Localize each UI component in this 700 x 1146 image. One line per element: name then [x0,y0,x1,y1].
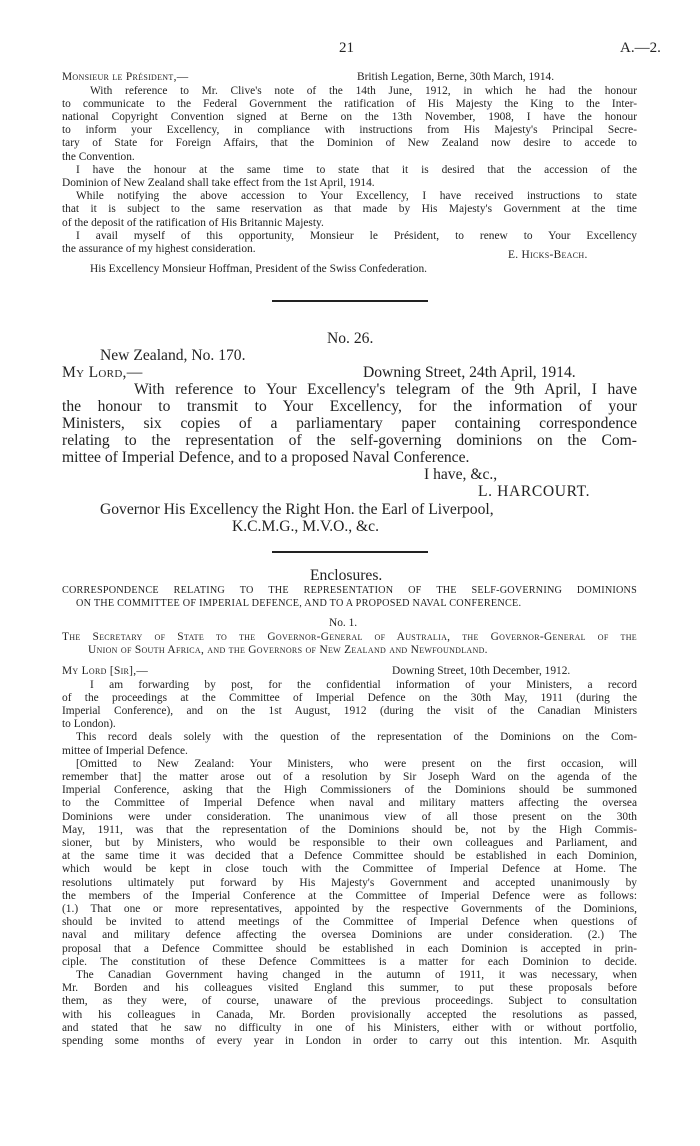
body-line: (1.) That one or more representatives, appointed by the respective Governments of the Dominions, [62,902,637,915]
body-line: Imperial Conference, asking that the High Commissioners of the Dominions should be summoned [62,784,637,797]
body-line: Mr. Borden and his colleagues visited England this summer, to put these proposals before [62,982,637,995]
heading-word: DOMINIONS [576,585,637,596]
body-line: The Canadian Government having changed in the autumn of 1911, it was necessary, when [76,968,637,981]
body-line: Dominions were under consideration. The unanimous view of all those present on the 30th [62,810,637,823]
enclosure-body [62,679,637,1049]
heading-word: TO [239,585,254,596]
letter1-salutation: Monsieur le Président,— [62,71,189,83]
enclosures-heading-line1 [62,585,637,596]
heading-word: CORRESPONDENCE [62,585,159,596]
enclosure-from-to [62,631,637,657]
enclosures-heading-line2: ON THE COMMITTEE OF IMPERIAL DEFENCE, AND TO A PROPOSED NAVAL CONFERENCE. [76,598,522,609]
body-line: to London). [62,718,116,731]
body-line: [Omitted to New Zealand: Your Ministers, who were present on the first occasion, will [76,757,637,770]
body-line: ciple. The constitution of these Defence Committees is a matter for each Dominion to decide. [62,955,637,968]
body-line: that it is subject to the same reservation as that made by His Majesty's Government at the time [62,203,637,216]
heading-word: REPRESENTATION [303,585,394,596]
body-line: the honour to transmit to Your Excellency, for the information of your [62,398,637,415]
letter1-signature: E. Hicks-Beach. [508,248,588,261]
doc26-place-date: Downing Street, 24th April, 1914. [363,364,576,381]
body-line: at the same time it was decided that a Defence Committee should be established in each Dominion, [62,850,637,863]
document-reference-nz: New Zealand, No. 170. [100,347,246,364]
body-line: With reference to Mr. Clive's note of the 14th June, 1912, in which he had the honour [90,84,637,97]
body-line: With reference to Your Excellency's telegram of the 9th April, I have [134,381,637,398]
section-divider [272,551,428,553]
heading-word: RELATING [173,585,225,596]
body-line: I have the honour at the same time to state that it is desired that the accession of the [76,163,637,176]
heading-word: THE [268,585,289,596]
body-line: resolutions ultimately put forward by His Majesty's Government and accepted unanimously by [62,876,637,889]
body-line: I am forwarding by post, for the confidential information of your Ministers, a record [90,678,637,691]
body-line: national Copyright Convention signed at Berne on the 13th November, 1908, I have the honour [62,110,637,123]
from-to-line: The Secretary of State to the Governor-General of Australia, the Governor-General of the [62,631,637,643]
body-line: tary of State for Foreign Affairs, that the Dominion of New Zealand now desire to accede to [62,137,637,150]
doc26-addressee-line2: K.C.M.G., M.V.O., &c. [232,518,379,535]
body-line: of the proceedings at the Committee of Imperial Defence on the 30th May, 1911 (during the [62,691,637,704]
body-line: to the Committee of Imperial Defence when naval and military matters affecting the oversea [62,797,637,810]
heading-word: SELF-GOVERNING [471,585,563,596]
body-line: proposal that a Defence Committee should be established in each Dominion is accepted in prin- [62,942,637,955]
body-line: which would be kept in close touch with the Committee of Imperial Defence at Home. The [62,863,637,876]
doc26-closing: I have, &c., [424,466,498,483]
body-line: May, 1911, was that the representation of the Dominions should be, not by the High Commis- [62,823,637,836]
heading-word: THE [436,585,457,596]
body-line: remember that] the matter arose out of a resolution by Sir Joseph Ward on the agenda of the [62,770,637,783]
body-line: sioner, but by Ministers, who would be responsible to their own colleagues and Parliament, and [62,836,637,849]
body-line: to communicate to the Federal Government the ratification of His Majesty the King to the Inter- [62,97,637,110]
body-line: mittee of Imperial Defence. [62,744,188,757]
body-line: the assurance of my highest consideration. [62,242,256,255]
document-reference: A.—2. [620,40,661,56]
body-line: mittee of Imperial Defence, and to a proposed Naval Conference. [62,449,470,466]
body-line: them, as they were, of course, unaware of the previous proceedings. Subject to consultation [62,995,637,1008]
letter1-place-date: British Legation, Berne, 30th March, 1914. [357,71,555,83]
body-line: the members of the Imperial Conference at the Committee of Imperial Defence were as follows: [62,889,637,902]
body-line: naval and military defence affecting the oversea Dominions are under consideration. (2.) The [62,929,637,942]
body-line: Dominion of New Zealand shall take effect from the 1st April, 1914. [62,176,375,189]
doc26-body [62,381,637,466]
enclosure-salutation: My Lord [Sir],— [62,665,149,677]
body-line: relating to the representation of the self-governing dominions on the Com- [62,432,637,449]
document-number: No. 26. [327,330,374,347]
doc26-signature: L. HARCOURT. [478,483,591,500]
page-number: 21 [339,40,354,56]
body-line: spending some months of every year in London in order to carry out this intention. Mr. Asquith [62,1034,637,1047]
body-line: Imperial Conference), and on the 1st August, 1912 (during the visit of the Canadian Ministers [62,704,637,717]
section-divider [272,300,428,302]
body-line: should be invited to attend meetings of the Committee of Imperial Defence when questions of [62,916,637,929]
letter1-body [62,85,637,257]
heading-word: OF [408,585,422,596]
body-line: of the deposit of the ratification of His Britannic Majesty. [62,216,324,229]
body-line: with his colleagues in Canada, Mr. Borden provisionally accepted the resolutions as passed, [62,1008,637,1021]
enclosures-title: Enclosures. [310,567,383,584]
body-line: I avail myself of this opportunity, Monsieur le Président, to renew to Your Excellency [76,229,637,242]
letter1-addressee: His Excellency Monsieur Hoffman, President of the Swiss Confederation. [90,263,428,275]
heading-text [62,585,637,596]
body-line: Ministers, six copies of a parliamentary paper containing correspondence [62,415,637,432]
body-line: the Convention. [62,150,135,163]
from-to-line: Union of South Africa, and the Governors of New Zealand and Newfoundland. [88,644,488,657]
body-line: While notifying the above accession to Your Excellency, I have received instructions to state [76,190,637,203]
body-line: to inform your Excellency, in compliance with instructions from His Majesty's Principal Secre- [62,124,637,137]
enclosure-number: No. 1. [329,617,358,629]
body-line: This record deals solely with the question of the representation of the Dominions on the Com- [76,731,637,744]
enclosure-place-date: Downing Street, 10th December, 1912. [392,665,571,677]
doc26-addressee-line1: Governor His Excellency the Right Hon. the Earl of Liverpool, [100,501,494,518]
doc26-salutation: My Lord,— [62,364,143,381]
body-line: and stated that he saw no difficulty in one of his Ministers, either with or without portfolio, [62,1021,637,1034]
